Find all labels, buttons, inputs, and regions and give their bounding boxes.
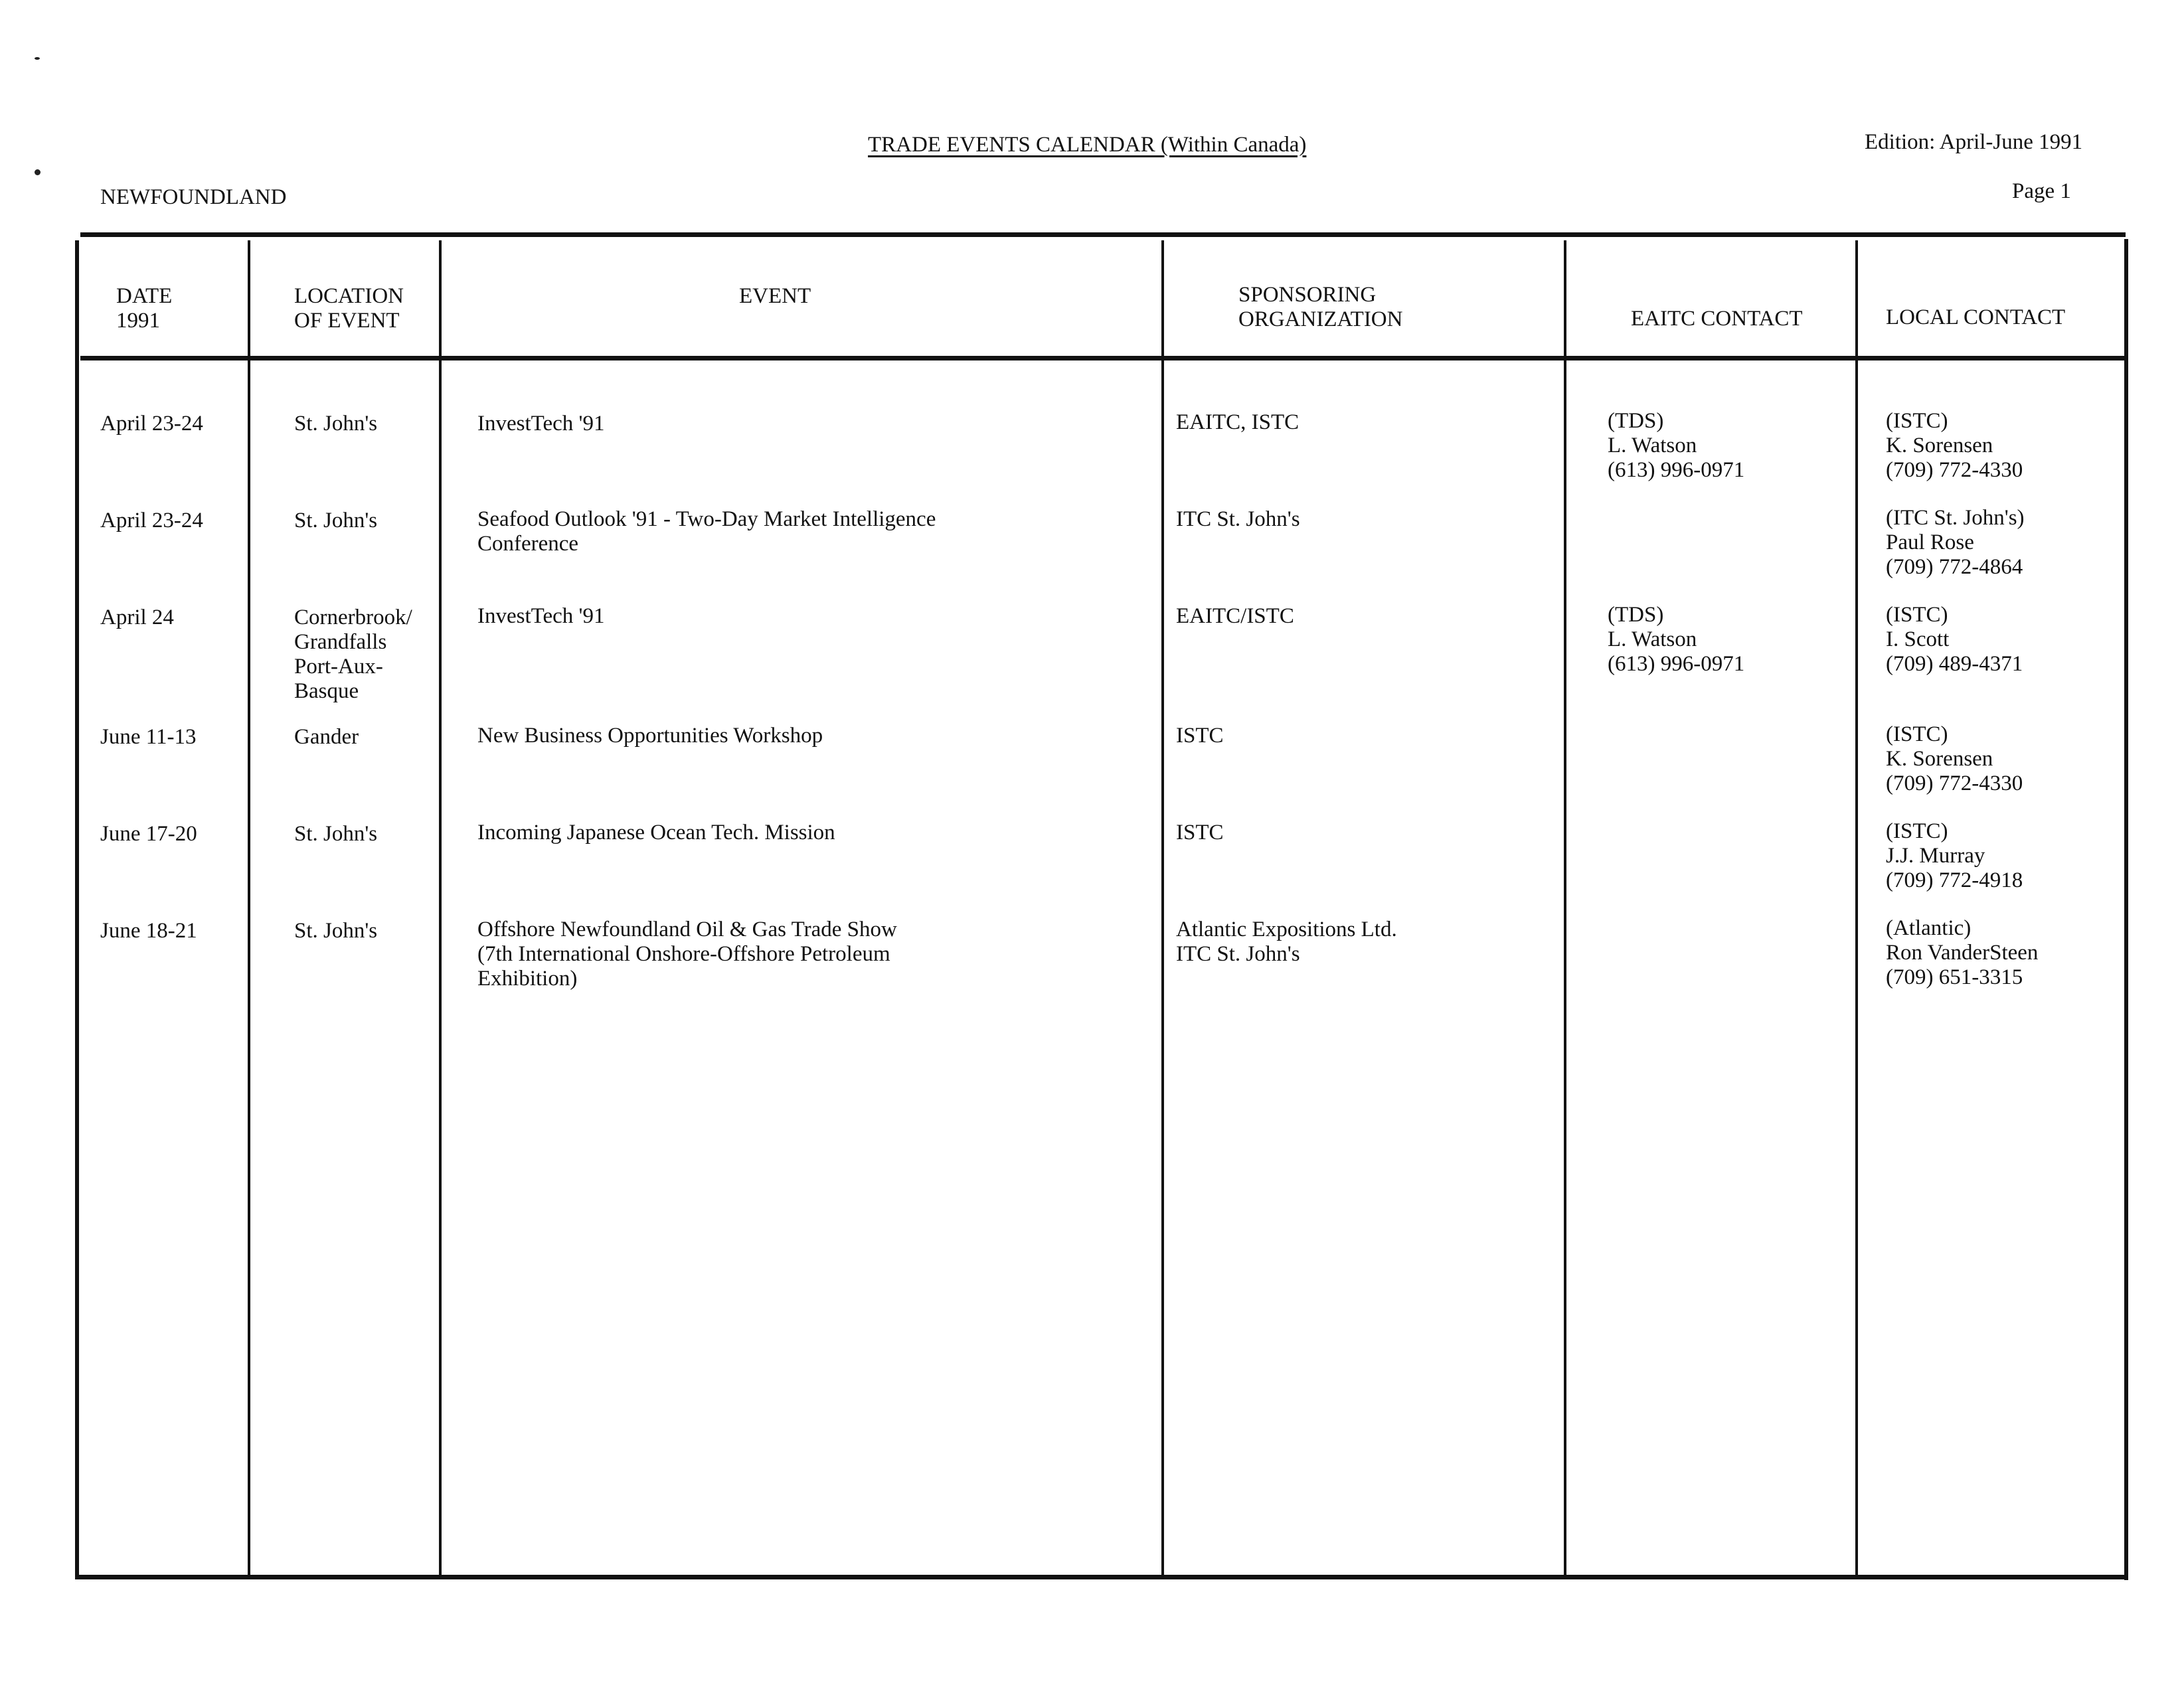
cell-date: June 17-20 <box>100 822 197 846</box>
cell-date: April 23-24 <box>100 509 203 532</box>
cell-location: St. John's <box>294 822 378 846</box>
events-table <box>75 232 2132 1581</box>
column-header-event: EVENT <box>739 284 811 308</box>
cell-event: New Business Opportunities Workshop <box>477 724 823 748</box>
cell-date: June 11-13 <box>100 725 197 749</box>
cell-eaitc-contact: (TDS) L. Watson (613) 996-0971 <box>1608 603 1745 676</box>
cell-local-contact: (ISTC) J.J. Murray (709) 772-4918 <box>1886 819 2023 892</box>
cell-date: April 24 <box>100 605 174 629</box>
page-number: Page 1 <box>2012 179 2071 203</box>
cell-local-contact: (ISTC) I. Scott (709) 489-4371 <box>1886 603 2023 676</box>
region-label: NEWFOUNDLAND <box>100 185 287 209</box>
scan-mark <box>35 57 40 60</box>
column-divider <box>1564 240 1566 1577</box>
cell-event: InvestTech '91 <box>477 412 605 436</box>
cell-sponsor: Atlantic Expositions Ltd. ITC St. John's <box>1176 918 1397 966</box>
cell-location: St. John's <box>294 919 378 943</box>
cell-location: St. John's <box>294 509 378 532</box>
cell-local-contact: (ITC St. John's) Paul Rose (709) 772-4864 <box>1886 506 2025 579</box>
cell-sponsor: EAITC, ISTC <box>1176 410 1300 434</box>
edition-label: Edition: April-June 1991 <box>1865 130 2083 154</box>
table-bottom-rule <box>75 1575 2128 1579</box>
cell-eaitc-contact: (TDS) L. Watson (613) 996-0971 <box>1608 409 1745 482</box>
cell-sponsor: ISTC <box>1176 724 1224 748</box>
cell-event: Seafood Outlook '91 - Two-Day Market Intelligence Conference <box>477 507 936 556</box>
cell-location: St. John's <box>294 412 378 436</box>
cell-sponsor: ISTC <box>1176 821 1224 844</box>
cell-event: Incoming Japanese Ocean Tech. Mission <box>477 821 835 844</box>
cell-sponsor: EAITC/ISTC <box>1176 604 1294 628</box>
column-divider <box>439 240 442 1577</box>
column-header-sponsor: SPONSORING ORGANIZATION <box>1238 283 1403 331</box>
cell-location: Cornerbrook/ Grandfalls Port-Aux- Basque <box>294 605 412 703</box>
cell-event: InvestTech '91 <box>477 604 605 628</box>
cell-date: June 18-21 <box>100 919 197 943</box>
header-bottom-rule <box>80 356 2126 361</box>
table-top-rule <box>80 232 2126 237</box>
cell-local-contact: (ISTC) K. Sorensen (709) 772-4330 <box>1886 722 2023 795</box>
table-right-border <box>2124 239 2128 1580</box>
cell-location: Gander <box>294 725 359 749</box>
table-left-border <box>75 240 79 1579</box>
cell-event: Offshore Newfoundland Oil & Gas Trade Show (7th International Onshore-Offshore Petroleum Exhibition) <box>477 918 897 991</box>
cell-local-contact: (ISTC) K. Sorensen (709) 772-4330 <box>1886 409 2023 482</box>
column-header-local-contact: LOCAL CONTACT <box>1886 305 2066 329</box>
scan-mark <box>35 169 41 175</box>
cell-date: April 23-24 <box>100 412 203 436</box>
column-header-location: LOCATION OF EVENT <box>294 284 404 333</box>
column-header-date: DATE 1991 <box>116 284 173 333</box>
cell-sponsor: ITC St. John's <box>1176 507 1300 531</box>
document-title: TRADE EVENTS CALENDAR (Within Canada) <box>868 133 1307 157</box>
column-divider <box>1855 240 1858 1577</box>
cell-local-contact: (Atlantic) Ron VanderSteen (709) 651-3315 <box>1886 916 2039 989</box>
column-divider <box>1161 240 1164 1577</box>
column-header-eaitc-contact: EAITC CONTACT <box>1631 307 1803 331</box>
column-divider <box>248 240 250 1577</box>
